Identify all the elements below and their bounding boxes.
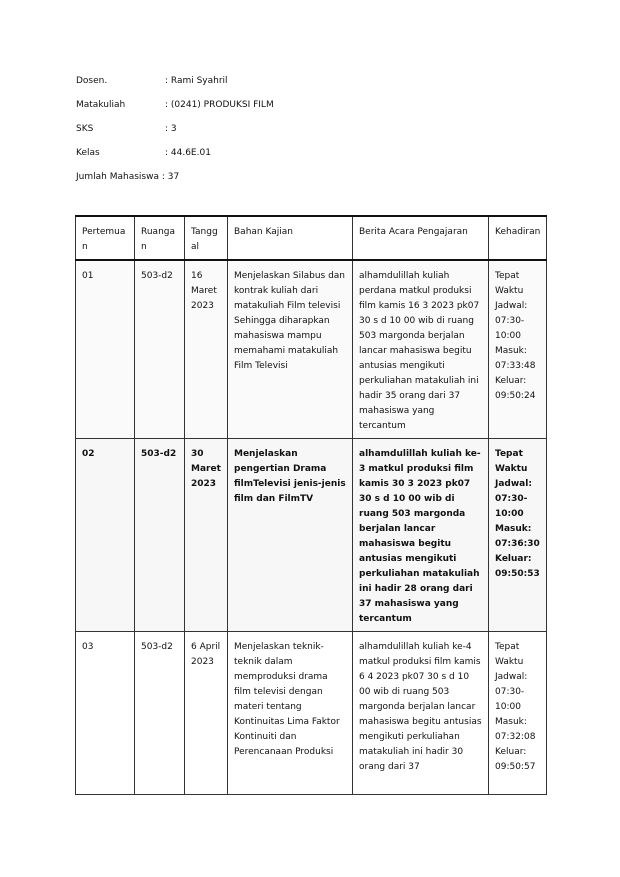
matakuliah-label: Matakuliah [76,100,126,110]
cell-pertemuan: 03 [76,632,135,795]
matakuliah-value: : (0241) PRODUKSI FILM [165,100,274,110]
table-row [76,260,547,439]
col-header-kehadiran: Kehadiran [489,216,547,260]
cell-tanggal: 16 Maret 2023 [185,260,228,439]
cell-ruangan: 503-d2 [135,439,185,632]
cell-ruangan: 503-d2 [135,632,185,795]
dosen-label: Dosen. [76,76,108,86]
cell-tanggal: 30 Maret 2023 [185,439,228,632]
attendance-table [75,215,547,795]
table-row [76,632,547,795]
cell-kehadiran: Tepat Waktu Jadwal: 07:30-10:00 Masuk: 07:36:30 Keluar: 09:50:53 [489,439,547,632]
cell-bahan-kajian: Menjelaskan teknik-teknik dalam memproduksi drama film televisi dengan materi tentang Kontinuitas Lima Faktor Kontinuiti dan Perencanaan Produksi [228,632,353,795]
cell-kehadiran: Tepat Waktu Jadwal: 07:30-10:00 Masuk: 07:32:08 Keluar: 09:50:57 [489,632,547,795]
kelas-label: Kelas [76,148,100,158]
kelas-value: : 44.6E.01 [165,148,211,158]
sks-label: SKS [76,124,94,134]
col-header-pertemuan: Pertemuan [76,216,135,260]
cell-bahan-kajian: Menjelaskan pengertian Drama filmTelevisi jenis-jenis film dan FilmTV [228,439,353,632]
jumlah-mahasiswa: Jumlah Mahasiswa : 37 [76,172,180,182]
col-header-ruangan: Ruangan [135,216,185,260]
cell-berita-acara: alhamdulillah kuliah ke-3 matkul produksi film kamis 30 3 2023 pk07 30 s d 10 00 wib di ruang 503 margonda berjalan lancar mahasiswa begitu antusias mengikuti perkuliahan matakuliah ini hadir 28 orang dari 37 mahasiswa yang tercantum [353,439,489,632]
sks-value: : 3 [165,124,177,134]
col-header-bahan-kajian: Bahan Kajian [228,216,353,260]
table-row [76,439,547,632]
col-header-tanggal: Tanggal [185,216,228,260]
cell-berita-acara: alhamdulillah kuliah ke-4 matkul produksi film kamis 6 4 2023 pk07 30 s d 10 00 wib di ruang 503 margonda berjalan lancar mahasiswa begitu antusias mengikuti perkuliahan matakuliah ini hadir 30 orang dari 37 [353,632,489,795]
cell-pertemuan: 02 [76,439,135,632]
cell-pertemuan: 01 [76,260,135,439]
cell-bahan-kajian: Menjelaskan Silabus dan kontrak kuliah dari matakuliah Film televisi Sehingga diharapkan mahasiswa mampu memahami matakuliah Film Televisi [228,260,353,439]
cell-tanggal: 6 April 2023 [185,632,228,795]
cell-berita-acara: alhamdulillah kuliah perdana matkul produksi film kamis 16 3 2023 pk07 30 s d 10 00 wib di ruang 503 margonda berjalan lancar mahasiswa begitu antusias mengikuti perkuliahan matakuliah ini hadir 35 orang dari 37 mahasiswa yang tercantum [353,260,489,439]
table-header-row [76,216,547,260]
col-header-berita-acara: Berita Acara Pengajaran [353,216,489,260]
dosen-value: : Rami Syahril [165,76,228,86]
cell-ruangan: 503-d2 [135,260,185,439]
cell-kehadiran: Tepat Waktu Jadwal: 07:30-10:00 Masuk: 07:33:48 Keluar: 09:50:24 [489,260,547,439]
